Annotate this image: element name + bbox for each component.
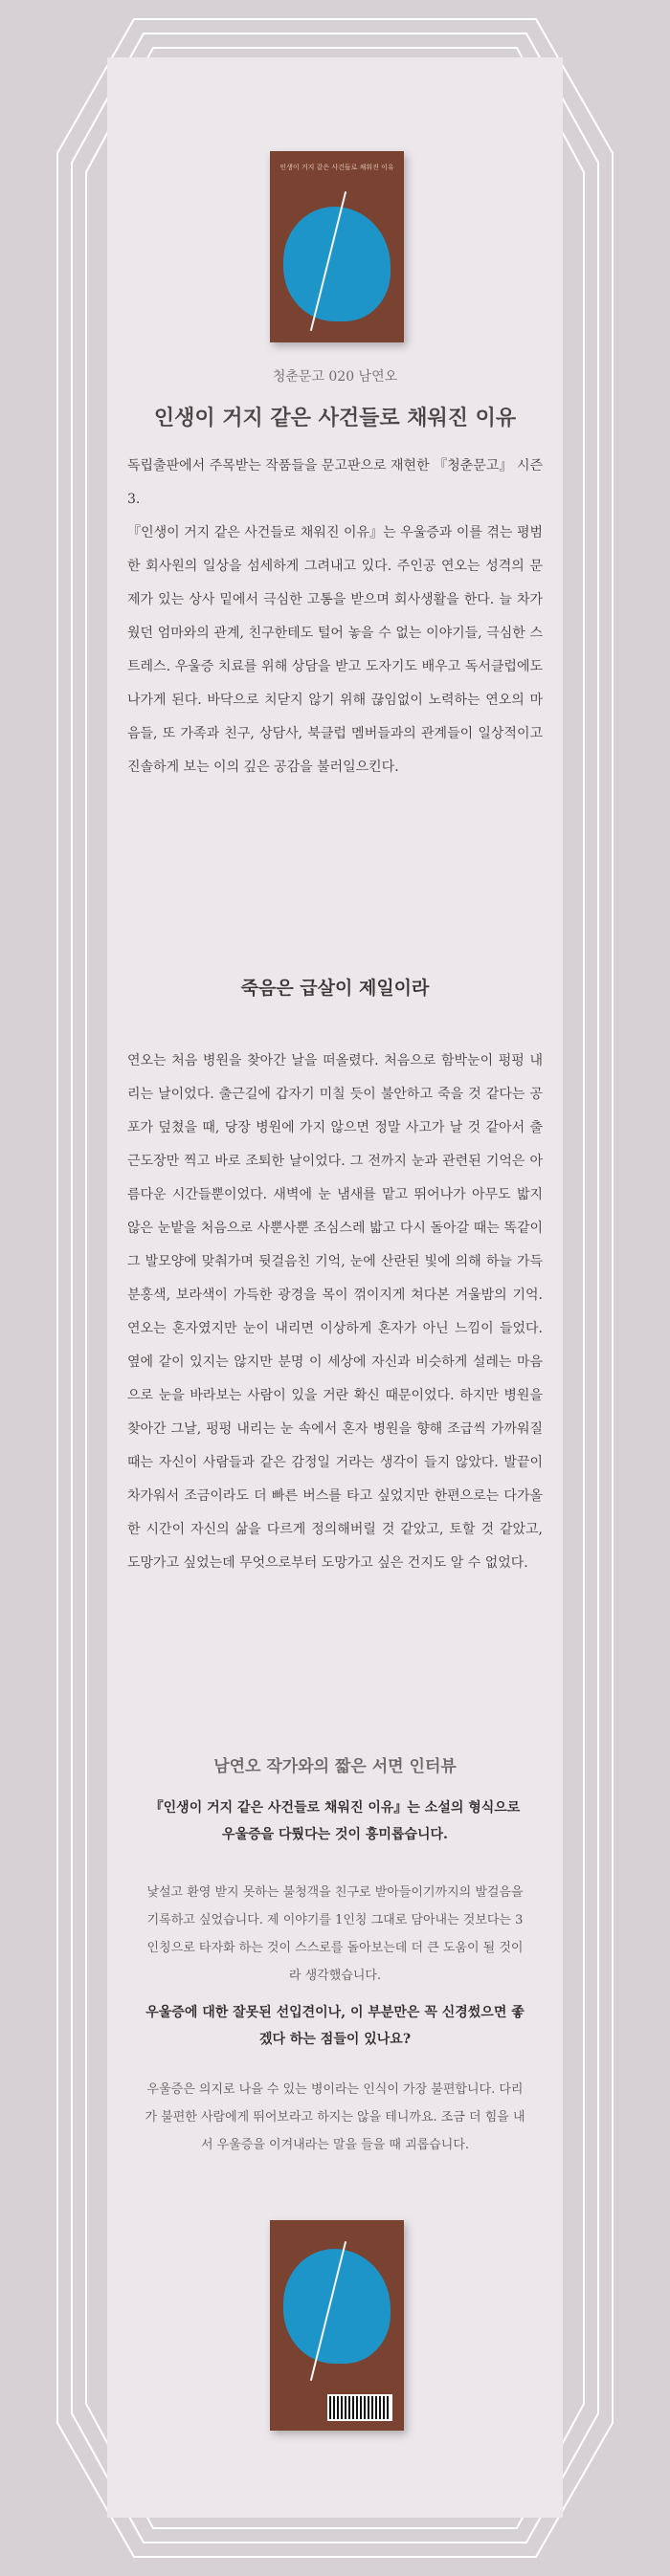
interview-question-2: 우울증에 대한 잘못된 선입견이나, 이 부분만은 꼭 신경썼으면 좋겠다 하는 점들이 있나요? [145,2005,525,2047]
excerpt-text [127,1045,543,1580]
series-label: 청춘문고 020 남연오 [272,369,398,385]
interview-question-1: 『인생이 거지 같은 사건들로 채워진 이유』는 소설의 형식으로 우울증을 다뤘다는 것이 흥미롭습니다. [149,1800,521,1842]
interview-answer-1: 낯설고 환영 받지 못하는 불청객을 친구로 받아들이기까지의 발걸음을 기록하고 싶었습니다. 제 이야기를 1인칭 그대로 담아내는 것보다는 3인칭으로 타자화 하는 것이 스스로를 돌아보는데 더 큰 도움이 될 것이라 생각했습니다. [146,1885,524,1983]
section-title: 죽음은 급살이 제일이라 [240,978,430,999]
intro-text [127,450,543,784]
excerpt-paragraph: 연오는 처음 병원을 찾아간 날을 떠올렸다. 처음으로 함박눈이 펑펑 내리는 날이었다. 출근길에 갑자기 미칠 듯이 불안하고 죽을 것 같다는 공포가 덮쳤을 때, 당장 병원에 가지 않으면 정말 사고가 날 것 같아서 출근도장만 찍고 바로 조퇴한 날이었다. 그 전까지 눈과 관련된 기억은 아름다운 시간들뿐이었다. 새벽에 눈 냄새를 맡고 뛰어나가 아무도 밟지 않은 눈밭을 처음으로 사뿐사뿐 조심스레 밟고 다시 돌아갈 때는 똑같이 그 발모양에 맞춰가며 뒷걸음친 기억, 눈에 산란된 빛에 의해 하늘 가득 분홍색, 보라색이 가득한 광경을 목이 꺾이지게 쳐다본 겨울밤의 기억. 연오는 혼자였지만 눈이 내리면 이상하게 혼자가 아닌 느낌이 들었다. 옆에 같이 있지는 않지만 분명 이 세상에 자신과 비슷하게 설레는 마음으로 눈을 바라보는 사람이 있을 거란 확신 때문이었다. 하지만 병원을 찾아간 그날, 펑펑 내리는 눈 속에서 혼자 병원을 향해 조급씩 가까워질 때는 자신이 사람들과 같은 감정일 거라는 생각이 들지 않았다. 발끝이 차가워서 조금이라도 더 빠른 버스를 타고 싶었지만 한편으로는 다가올 한 시간이 자신의 삶을 다르게 정의해버릴 것 같았고, 토할 것 같았고, 도망가고 싶었는데 무엇으로부터 도망가고 싶은 건지도 알 수 없었다. [127,1053,543,1571]
interview-title: 남연오 작가와의 짧은 서면 인터뷰 [213,1757,457,1776]
book-cover-title: 인생이 거지 같은 사건들로 채워진 이유 [279,164,394,171]
intro-paragraph-1: 독립출판에서 주목받는 작품들을 문고판으로 재현한 『청춘문고』 시즌3. [127,458,543,507]
back-cover-blue-shape [283,2249,391,2364]
page-title: 인생이 거지 같은 사건들로 채워진 이유 [153,406,517,430]
intro-paragraph-2: 『인생이 거지 같은 사건들로 채워진 이유』는 우울증과 이를 겪는 평범한 회사원의 일상을 섬세하게 그려내고 있다. 주인공 연오는 성격의 문제가 있는 상사 밑에서 극심한 고통을 받으며 회사생활을 한다. 늘 차가웠던 엄마와의 관계, 친구한테도 털어 놓을 수 없는 이야기들, 극심한 스트레스. 우울증 치료를 위해 상담을 받고 도자기도 배우고 독서클럽에도 나가게 된다. 바닥으로 치닫지 않기 위해 끊임없이 노력하는 연오의 마음들, 또 가족과 친구, 상담사, 북클럽 멤버들과의 관계들이 일상적이고 진솔하게 보는 이의 깊은 공감을 불러일으킨다. [127,525,543,775]
top-book-cover [270,151,404,342]
barcode-icon [327,2394,392,2421]
interview-answer-2: 우울증은 의지로 나을 수 있는 병이라는 인식이 가장 불편합니다. 다리가 불편한 사람에게 뛰어보라고 하지는 않을 테니까요. 조금 더 힘을 내서 우울증을 이겨내라는 말을 들을 때 괴롭습니다. [145,2082,525,2152]
bottom-book-back-cover [270,2220,404,2431]
